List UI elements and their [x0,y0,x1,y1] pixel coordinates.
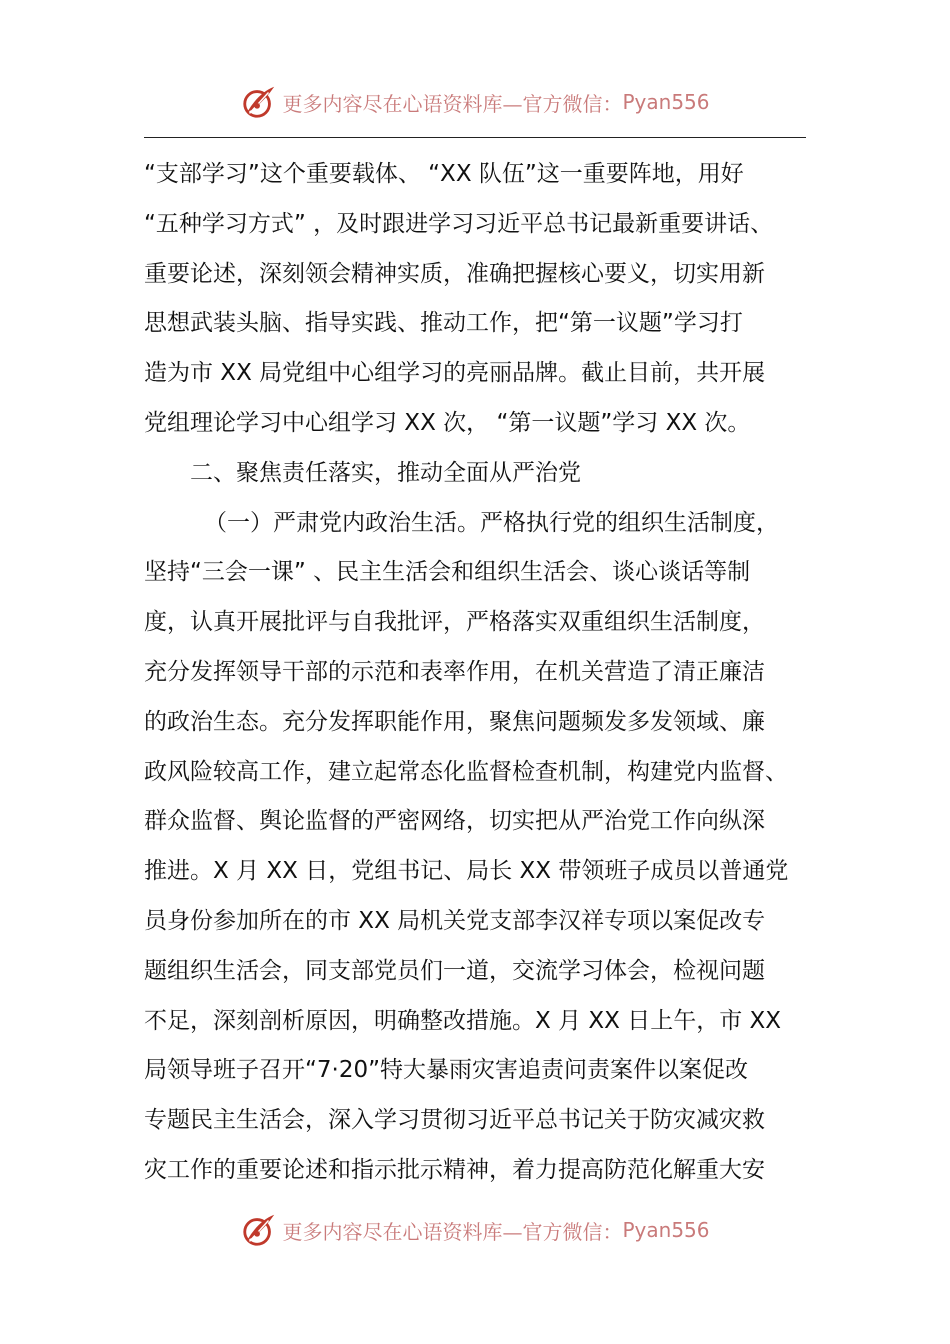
body-line: 员身份参加所在的市 XX 局机关党支部李汉祥专项以案促改专 [144,907,766,934]
body-line: 重要论述，深刻领会精神实质，准确把握核心要义，切实用新 [144,260,765,287]
header-banner-text: 更多内容尽在心语资料库—官方微信： [282,91,623,116]
document-body [144,150,808,1196]
body-line: 灾工作的重要论述和指示批示精神，着力提高防范化解重大安 [144,1156,765,1183]
body-line: 局领导班子召开“7·20”特大暴雨灾害追责问责案件以案促改 [144,1057,749,1084]
body-line: 造为市 XX 局党组中心组学习的亮丽品牌。截止目前，共开展 [144,360,766,387]
section-heading: 二、聚焦责任落实，推动全面从严治党 [190,459,581,486]
header-banner-handle: Pyan556 [622,90,710,114]
header-banner [0,80,950,124]
body-line: 不足，深刻剖析原因，明确整改措施。X 月 XX 日上午，市 XX [144,1007,782,1034]
quill-emblem-icon [240,83,278,121]
body-line: 专题民主生活会，深入学习贯彻习近平总书记关于防灾减灾救 [144,1107,765,1134]
body-line: “支部学习”这个重要载体、 “XX 队伍”这一重要阵地，用好 [144,161,744,187]
body-line: 坚持“三会一课” 、民主生活会和组织生活会、谈心谈话等制 [144,559,751,586]
body-line: 党组理论学习中心组学习 XX 次， “第一议题”学习 XX 次。 [144,409,751,436]
footer-banner [0,1208,950,1252]
quill-emblem-icon [240,1211,278,1249]
body-line: 充分发挥领导干部的示范和表率作用，在机关营造了清正廉洁 [144,658,765,685]
body-line: 政风险较高工作，建立起常态化监督检查机制，构建党内监督、 [144,758,788,785]
body-line: 群众监督、舆论监督的严密网络，切实把从严治党工作向纵深 [144,808,765,835]
body-line: 推进。X 月 XX 日，党组书记、局长 XX 带领班子成员以普通党 [144,858,789,885]
footer-banner-text: 更多内容尽在心语资料库—官方微信： [282,1219,623,1244]
body-line: 思想武装头脑、指导实践、推动工作，把“第一议题”学习打 [144,310,743,337]
footer-banner-handle: Pyan556 [622,1218,710,1242]
body-line: 度，认真开展批评与自我批评，严格落实双重组织生活制度， [144,609,765,636]
body-line: 的政治生态。充分发挥职能作用，聚焦问题频发多发领域、廉 [144,708,765,735]
body-line: 题组织生活会，同支部党员们一道，交流学习体会，检视问题 [144,957,765,984]
subsection-heading-line: （一）严肃党内政治生活。严格执行党的组织生活制度， [204,509,779,536]
body-line: “五种学习方式” ，及时跟进学习习近平总书记最新重要讲话、 [144,210,774,237]
header-divider [144,137,806,138]
